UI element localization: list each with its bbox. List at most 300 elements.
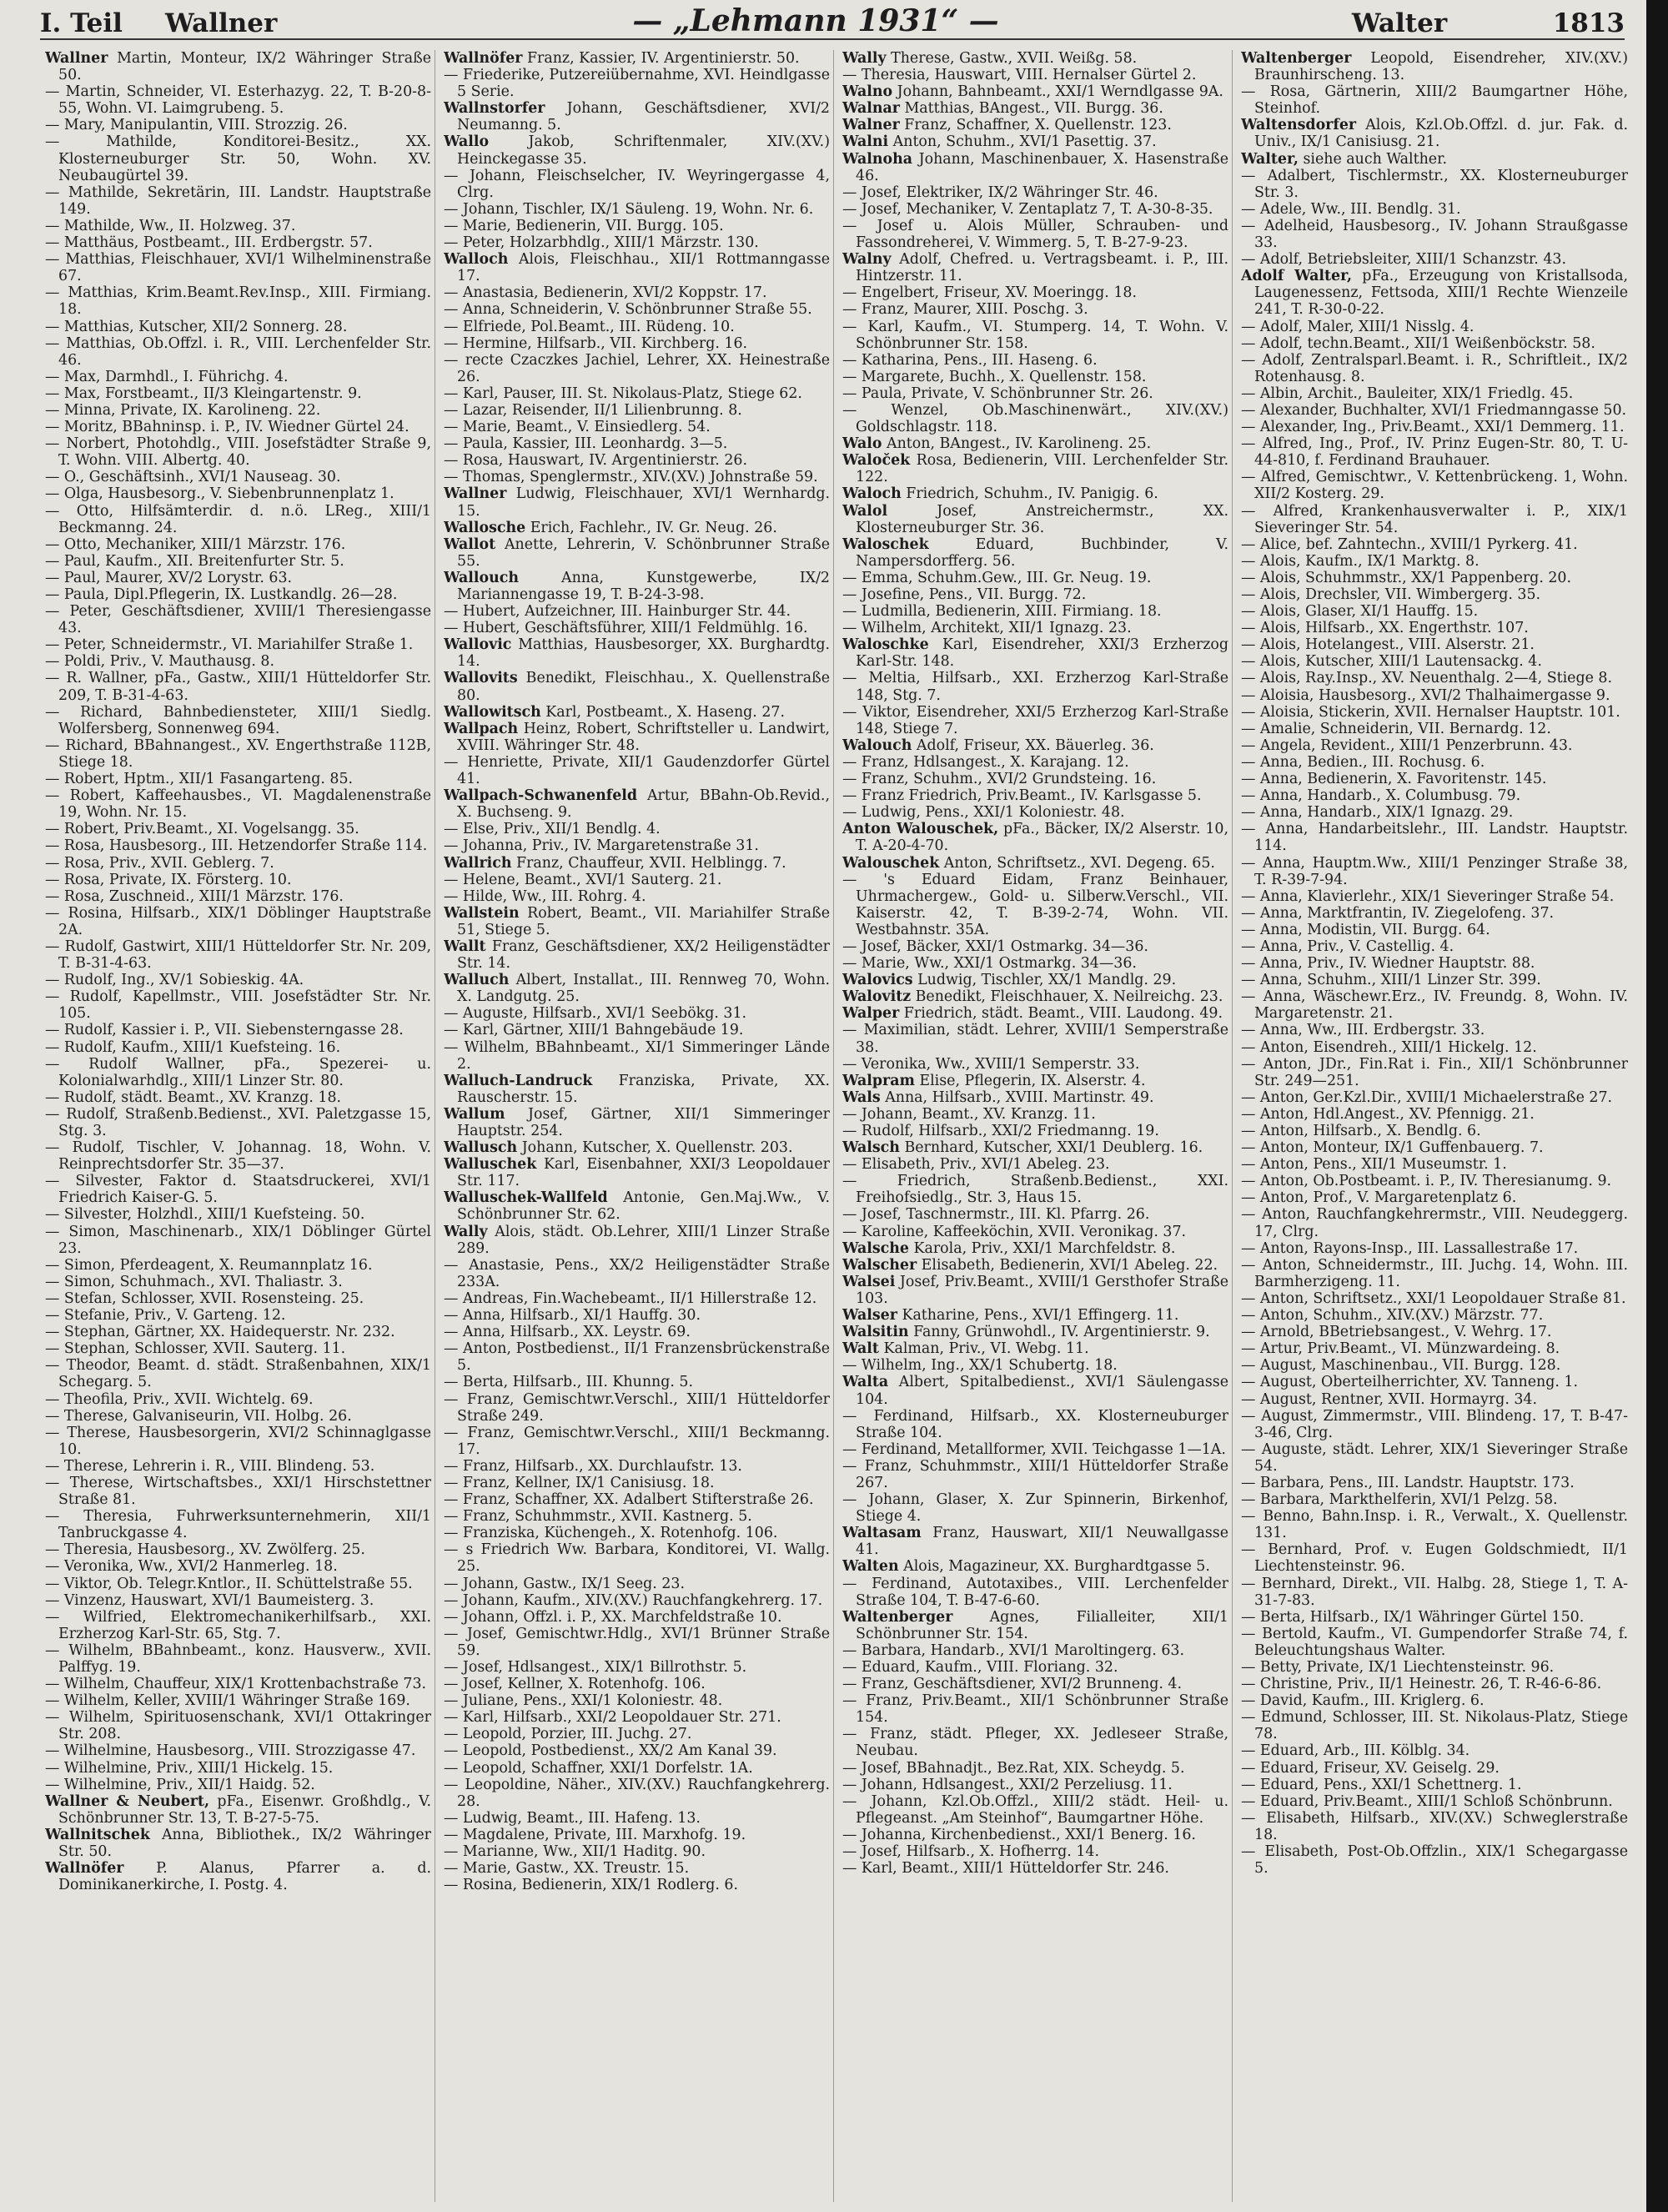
- entry-surname: Wallovic: [444, 636, 512, 654]
- directory-entry: [842, 955, 1228, 972]
- entry-text: — Moritz, BBahninsp. i. P., IV. Wiedner Gürtel 24.: [45, 419, 409, 436]
- directory-entry: [842, 503, 1228, 536]
- directory-entry: [1241, 1626, 1628, 1659]
- directory-entry: [842, 1726, 1228, 1759]
- directory-entry: [444, 520, 830, 536]
- directory-entry: [45, 1676, 431, 1692]
- directory-entry: [1241, 1290, 1628, 1307]
- entry-text: — Adele, Ww., III. Bendlg. 31.: [1241, 200, 1461, 218]
- entry-text: — Mathilde, Ww., II. Holzweg. 37.: [45, 217, 296, 234]
- entry-text: — Aloisia, Stickerin, XVII. Hernalser Hauptstr. 101.: [1241, 703, 1620, 721]
- entry-surname: Walluch-Landruck: [444, 1072, 593, 1089]
- entry-text: Franz, Chauffeur, XVII. Helblingg. 7.: [511, 854, 786, 872]
- entry-text: — Josef, Elektriker, IX/2 Währinger Str. 46.: [842, 183, 1158, 201]
- entry-text: — Rudolf, Ing., XV/1 Sobieskig. 4A.: [45, 972, 304, 989]
- directory-entry: [1241, 1843, 1628, 1877]
- entry-text: — Robert, Kaffeehausbes., VI. Magdalenenstraße 19, Wohn. Nr. 15.: [45, 787, 431, 822]
- entry-surname: Wallowitsch: [444, 703, 541, 721]
- directory-entry: [45, 1558, 431, 1575]
- entry-text: Rosa, Bedienerin, VIII. Lerchenfelder Str. 122.: [856, 452, 1228, 486]
- entry-text: — Johanna, Kirchenbedienst., XXI/1 Benerg. 16.: [842, 1826, 1196, 1843]
- directory-entry: [1241, 1257, 1628, 1290]
- entry-text: — Leopold, Porzier, III. Juchg. 27.: [444, 1726, 692, 1743]
- entry-text: — Mathilde, Konditorei-Besitz., XX. Klosterneuburger Str. 50, Wohn. XV. Neubaugürtel 39.: [45, 133, 431, 184]
- entry-text: — Else, Priv., XII/1 Bendlg. 4.: [444, 821, 661, 838]
- directory-entry: [1241, 268, 1628, 318]
- directory-entry: [1241, 636, 1628, 653]
- entry-text: — Hubert, Geschäftsführer, XIII/1 Feldmühlg. 16.: [444, 620, 808, 637]
- directory-entry: [444, 1541, 830, 1575]
- entry-surname: Walni: [842, 133, 889, 151]
- directory-entry: [45, 737, 431, 771]
- directory-entry: [45, 553, 431, 570]
- entry-text: — Mathilde, Sekretärin, III. Landstr. Hauptstraße 149.: [45, 183, 431, 218]
- entry-surname: Wally: [842, 50, 887, 67]
- entry-text: Karola, Priv., XXI/1 Marchfeldstr. 8.: [908, 1239, 1176, 1257]
- directory-entry: [444, 1860, 830, 1877]
- entry-text: Adolf, Friseur, XX. Bäuerleg. 36.: [912, 736, 1154, 754]
- directory-entry: [842, 1793, 1228, 1827]
- entry-text: — Anna, Wäschewr.Erz., IV. Freundg. 8, Wohn. IV. Margaretenstr. 21.: [1241, 988, 1628, 1023]
- directory-entry: [1241, 553, 1628, 570]
- directory-entry: [842, 1073, 1228, 1089]
- entry-text: Kalman, Priv., VI. Webg. 11.: [878, 1340, 1089, 1358]
- directory-entry: [842, 1022, 1228, 1055]
- entry-text: — Elisabeth, Priv., XVI/1 Abeleg. 23.: [842, 1156, 1110, 1174]
- directory-entry: [45, 402, 431, 419]
- entry-surname: Walner: [842, 117, 900, 134]
- entry-text: — Simon, Maschinenarb., XIX/1 Döblinger Gürtel 23.: [45, 1223, 431, 1257]
- directory-entry: [842, 184, 1228, 201]
- directory-entry: [444, 1425, 830, 1458]
- entry-text: — Eduard, Pens., XXI/1 Schettnerg. 1.: [1241, 1776, 1522, 1793]
- entry-text: — Johann, Glaser, X. Zur Spinnerin, Birkenhof, Stiege 4.: [842, 1491, 1228, 1526]
- directory-entry: [1241, 50, 1628, 83]
- entry-text: — Anna, Hilfsarb., XI/1 Hauffg. 30.: [444, 1307, 701, 1325]
- directory-entry: [842, 352, 1228, 369]
- directory-entry: [444, 1609, 830, 1626]
- directory-entry: [842, 603, 1228, 620]
- directory-entry: [1241, 1056, 1628, 1089]
- entry-text: — Anton, Prof., V. Margaretenplatz 6.: [1241, 1189, 1517, 1207]
- directory-entry: [444, 100, 830, 133]
- entry-text: — Emma, Schuhm.Gew., III. Gr. Neug. 19.: [842, 569, 1152, 586]
- entry-text: — Matthias, Fleischhauer, XVI/1 Wilhelminenstraße 67.: [45, 251, 431, 285]
- directory-entry: [1241, 586, 1628, 603]
- entry-text: Franziska, Private, XX. Rauscherstr. 15.: [457, 1072, 830, 1106]
- entry-surname: Walnar: [842, 100, 900, 118]
- entry-text: — Wenzel, Ob.Maschinenwärt., XIV.(XV.) Goldschlagstr. 118.: [842, 401, 1228, 436]
- directory-entry: [444, 620, 830, 636]
- entry-text: — Mary, Manipulantin, VIII. Strozzig. 26.: [45, 117, 348, 134]
- directory-entry: [45, 1224, 431, 1257]
- entry-text: — Alice, bef. Zahntechn., XVIII/1 Pyrkerg. 41.: [1241, 535, 1578, 553]
- directory-entry: [842, 319, 1228, 352]
- entry-surname: Waloschke: [842, 636, 929, 654]
- entry-text: Ludwig, Tischler, XX/1 Mandlg. 29.: [912, 972, 1177, 989]
- directory-entry: [444, 284, 830, 301]
- entry-text: — Auguste, Hilfsarb., XVI/1 Seebökg. 31.: [444, 1005, 747, 1023]
- directory-entry: [444, 419, 830, 435]
- entry-text: — Therese, Hausbesorgerin, XVI/2 Schinnaglgasse 10.: [45, 1424, 431, 1458]
- entry-text: — Marie, Bedienerin, VII. Burgg. 105.: [444, 217, 724, 234]
- directory-entry: [842, 151, 1228, 184]
- directory-entry: [842, 1206, 1228, 1223]
- entry-text: Benedikt, Fleischhau., X. Quellenstraße 80.: [457, 670, 830, 704]
- directory-entry: [45, 855, 431, 872]
- entry-surname: Wallpach-Schwanenfeld: [444, 787, 638, 805]
- entry-text: — Wilhelm, Chauffeur, XIX/1 Krottenbachstraße 73.: [45, 1676, 427, 1693]
- entry-text: — Alois, Drechsler, VII. Wimbergerg. 35.: [1241, 586, 1541, 603]
- entry-text: — Wilhelm, BBahnbeamt., XI/1 Simmeringer Lände 2.: [444, 1038, 830, 1073]
- entry-text: — Matthias, Krim.Beamt.Rev.Insp., XIII. Firmiang. 18.: [45, 284, 431, 319]
- entry-surname: Wallusch: [444, 1139, 518, 1157]
- directory-entry: [842, 1860, 1228, 1877]
- directory-entry: [1241, 1106, 1628, 1123]
- entry-surname: Wallo: [444, 133, 490, 151]
- directory-entry: [842, 972, 1228, 988]
- entry-text: — Alexander, Buchhalter, XVI/1 Friedmanngasse 50.: [1241, 401, 1627, 419]
- entry-text: Leopold, Eisendreher, XIV.(XV.) Braunhirscheng. 13.: [1254, 50, 1628, 84]
- directory-entry: [842, 67, 1228, 83]
- entry-text: pFa., Erzeugung von Kristallsoda, Laugenessenz, Fettsoda, XIII/1 Rechte Wienzeile 241, T. R-30-0-22.: [1254, 268, 1628, 319]
- directory-entry: [444, 855, 830, 872]
- entry-text: — Theodor, Beamt. d. städt. Straßenbahnen, XIX/1 Schegarg. 5.: [45, 1357, 431, 1391]
- entry-text: — Christine, Priv., II/1 Heinestr. 26, T. R-46-6-86.: [1241, 1676, 1602, 1693]
- directory-entry: [1241, 1307, 1628, 1324]
- directory-entry: [45, 1106, 431, 1139]
- directory-columns: [45, 50, 1634, 2202]
- directory-entry: [1241, 469, 1628, 502]
- entry-text: — Martin, Schneider, VI. Esterhazyg. 22, T. B-20-8-55, Wohn. VI. Laimgrubeng. 5.: [45, 83, 431, 118]
- directory-entry: [444, 1458, 830, 1475]
- entry-surname: Waltenberger: [1241, 50, 1352, 67]
- directory-entry: [45, 1139, 431, 1173]
- directory-entry: [444, 1374, 830, 1390]
- entry-text: Heinz, Robert, Schriftsteller u. Landwirt, XVIII. Währinger Str. 48.: [457, 720, 830, 754]
- entry-text: — Ferdinand, Hilfsarb., XX. Klosterneuburger Straße 104.: [842, 1407, 1228, 1441]
- entry-surname: Adolf Walter,: [1241, 268, 1353, 285]
- directory-entry: [1241, 1609, 1628, 1626]
- entry-text: — David, Kaufm., III. Kriglerg. 6.: [1241, 1692, 1485, 1710]
- directory-entry: [842, 1777, 1228, 1793]
- directory-entry: [1241, 1475, 1628, 1491]
- entry-surname: Wallouch: [444, 569, 519, 586]
- directory-entry: [1241, 1709, 1628, 1742]
- directory-entry: [45, 485, 431, 502]
- entry-text: — August, Rentner, XVII. Hormayrg. 34.: [1241, 1390, 1538, 1408]
- directory-entry: [842, 1692, 1228, 1726]
- entry-text: — Franziska, Küchengeh., X. Rotenhofg. 106.: [444, 1525, 778, 1542]
- directory-entry: [842, 402, 1228, 435]
- first-entry-word: Wallner: [165, 8, 278, 38]
- directory-entry: [444, 50, 830, 67]
- directory-entry: [45, 1274, 431, 1290]
- column-4: [1241, 50, 1631, 2202]
- entry-text: — Anna, Priv., V. Castellig. 4.: [1241, 938, 1454, 955]
- entry-text: — Karl, Pauser, III. St. Nikolaus-Platz, Stiege 62.: [444, 385, 802, 402]
- directory-entry: [1241, 1777, 1628, 1793]
- entry-surname: Walsei: [842, 1273, 896, 1290]
- entry-text: — Alois, Hilfsarb., XX. Engerthstr. 107.: [1241, 620, 1529, 637]
- entry-surname: Walluschek: [444, 1156, 537, 1174]
- entry-text: — Wilhelmine, Hausbesorg., VIII. Strozzigasse 47.: [45, 1742, 416, 1760]
- part-label: I. Teil: [40, 8, 123, 38]
- directory-entry: [45, 1257, 431, 1274]
- directory-entry: [1241, 603, 1628, 620]
- directory-entry: [45, 1793, 431, 1827]
- directory-entry: [842, 1089, 1228, 1106]
- directory-entry: [842, 1441, 1228, 1458]
- directory-entry: [444, 133, 830, 167]
- entry-text: — Rudolf, Kapellmstr., VIII. Josefstädter Str. Nr. 105.: [45, 988, 431, 1023]
- entry-text: Anna, Kunstgewerbe, IX/2 Mariannengasse 19, T. B-24-3-98.: [457, 569, 830, 603]
- directory-entry: [842, 117, 1228, 133]
- entry-surname: Wallnöfer: [444, 50, 523, 67]
- directory-entry: [1241, 1240, 1628, 1257]
- directory-entry: [45, 653, 431, 670]
- entry-text: Matthias, BAngest., VII. Burgg. 36.: [899, 100, 1163, 118]
- entry-text: — Veronika, Ww., XVIII/1 Semperstr. 33.: [842, 1055, 1140, 1073]
- entry-text: — Johanna, Priv., IV. Margaretenstraße 31.: [444, 837, 759, 855]
- directory-entry: [842, 636, 1228, 670]
- directory-entry: [1241, 402, 1628, 419]
- directory-entry: [842, 1760, 1228, 1777]
- directory-entry: [444, 1760, 830, 1777]
- directory-entry: [444, 301, 830, 318]
- directory-entry: [842, 435, 1228, 452]
- column-2: [444, 50, 834, 2202]
- directory-entry: [842, 1274, 1228, 1307]
- entry-text: — Anna, Schuhm., XIII/1 Linzer Str. 399.: [1241, 972, 1541, 989]
- entry-text: — Elfriede, Pol.Beamt., III. Rüdeng. 10.: [444, 318, 735, 335]
- directory-entry: [444, 1659, 830, 1676]
- directory-entry: [444, 704, 830, 721]
- directory-entry: [1241, 201, 1628, 218]
- directory-entry: [1241, 1676, 1628, 1692]
- entry-text: — Therese, Lehrerin i. R., VIII. Blindeng. 53.: [45, 1457, 375, 1475]
- directory-entry: [45, 570, 431, 586]
- directory-entry: [45, 1508, 431, 1541]
- directory-entry: [444, 234, 830, 251]
- directory-entry: [842, 452, 1228, 485]
- directory-entry: [842, 1340, 1228, 1357]
- entry-surname: Walsch: [842, 1139, 900, 1157]
- directory-entry: [444, 402, 830, 419]
- directory-entry: [842, 1374, 1228, 1407]
- entry-text: — Anna, Bedien., III. Rochusg. 6.: [1241, 753, 1485, 771]
- entry-text: Anna, Bibliothek., IX/2 Währinger Str. 50.: [58, 1826, 431, 1861]
- directory-entry: [444, 485, 830, 519]
- directory-entry: [45, 435, 431, 469]
- entry-text: — Anna, Klavierlehr., XIX/1 Sieveringer Straße 54.: [1241, 887, 1615, 905]
- entry-text: Adolf, Chefred. u. Vertragsbeamt. i. P., III. Hintzerstr. 11.: [856, 251, 1228, 285]
- entry-text: — Johann, Hdlsangest., XXI/2 Perzeliusg. 11.: [842, 1776, 1173, 1793]
- directory-entry: [444, 251, 830, 284]
- directory-entry: [444, 67, 830, 100]
- directory-entry: [842, 1257, 1228, 1274]
- directory-entry: [1241, 804, 1628, 821]
- directory-entry: [842, 1843, 1228, 1860]
- entry-text: Anton, Schriftsetz., XVI. Degeng. 65.: [939, 854, 1215, 872]
- directory-entry: [842, 1609, 1228, 1642]
- entry-text: — Paul, Kaufm., XII. Breitenfurter Str. 5.: [45, 552, 344, 570]
- entry-text: — Matthäus, Postbeamt., III. Erdbergstr. 57.: [45, 234, 373, 252]
- entry-text: — Matthias, Kutscher, XII/2 Sonnerg. 28.: [45, 318, 348, 335]
- entry-text: Therese, Gastw., XVII. Weißg. 58.: [886, 50, 1138, 67]
- directory-entry: [842, 1491, 1228, 1525]
- directory-entry: [842, 83, 1228, 100]
- entry-text: — Silvester, Holzhdl., XIII/1 Kuefsteing. 50.: [45, 1206, 365, 1224]
- entry-text: — Viktor, Eisendreher, XXI/5 Erzherzog Karl-Straße 148, Stiege 7.: [842, 703, 1228, 737]
- directory-entry: [1241, 1123, 1628, 1139]
- entry-text: — Wilhelmine, Priv., XII/1 Haidg. 52.: [45, 1776, 315, 1793]
- entry-surname: Walscher: [842, 1256, 917, 1274]
- directory-entry: [45, 1458, 431, 1475]
- entry-surname: Walt: [842, 1340, 879, 1358]
- directory-entry: [444, 1224, 830, 1257]
- entry-text: Agnes, Filialleiter, XII/1 Schönbrunner Str. 154.: [856, 1608, 1228, 1642]
- directory-entry: [444, 837, 830, 854]
- entry-text: — Rudolf, Kaufm., XIII/1 Kuefsteing. 16.: [45, 1038, 341, 1056]
- entry-text: — Rudolf, städt. Beamt., XV. Kranzg. 18.: [45, 1088, 342, 1106]
- entry-text: — Hilde, Ww., III. Rohrg. 4.: [444, 887, 646, 905]
- entry-text: — Rudolf, Kassier i. P., VII. Siebensterngasse 28.: [45, 1022, 404, 1039]
- directory-entry: [842, 1525, 1228, 1558]
- directory-entry: [444, 1676, 830, 1692]
- directory-entry: [45, 888, 431, 905]
- entry-text: — Johann, Fleischselcher, IV. Weyringergasse 4, Clrg.: [444, 167, 830, 201]
- directory-entry: [1241, 1340, 1628, 1357]
- entry-text: — Anastasie, Pens., XX/2 Heiligenstädter Straße 233A.: [444, 1256, 830, 1290]
- entry-text: — Rosa, Hauswart, IV. Argentinierstr. 26.: [444, 452, 747, 470]
- entry-surname: Walloch: [444, 251, 509, 269]
- entry-text: — Eduard, Friseur, XV. Geiselg. 29.: [1241, 1759, 1500, 1777]
- directory-entry: [842, 855, 1228, 872]
- entry-text: — Max, Darmhdl., I. Führichg. 4.: [45, 368, 289, 385]
- entry-surname: Wallt: [444, 938, 486, 955]
- entry-text: — Rosa, Priv., XVII. Geblerg. 7.: [45, 854, 274, 872]
- entry-text: — Franz Friedrich, Priv.Beamt., IV. Karlsgasse 5.: [842, 787, 1202, 805]
- entry-text: — Alois, Ray.Insp., XV. Neuenthalg. 2—4, Stiege 8.: [1241, 670, 1613, 687]
- directory-entry: [842, 1156, 1228, 1173]
- directory-entry: [1241, 1441, 1628, 1475]
- directory-entry: [45, 1692, 431, 1709]
- entry-text: — Lazar, Reisender, II/1 Lilienbrunng. 8.: [444, 401, 742, 419]
- entry-surname: Walny: [842, 251, 892, 269]
- entry-text: — Karl, Hilfsarb., XXI/2 Leopoldauer Str. 271.: [444, 1709, 781, 1727]
- entry-text: — Olga, Hausbesorg., V. Siebenbrunnenplatz 1.: [45, 485, 394, 503]
- entry-text: — Franz, städt. Pfleger, XX. Jedleseer Straße, Neubau.: [842, 1726, 1228, 1760]
- directory-entry: [444, 1290, 830, 1307]
- page-number: 1813: [1552, 8, 1625, 38]
- entry-text: — Anton, Pens., XII/1 Museumstr. 1.: [1241, 1156, 1507, 1174]
- entry-surname: Waltenberger: [842, 1608, 953, 1626]
- entry-text: — Stephan, Gärtner, XX. Haidequerstr. Nr. 232.: [45, 1324, 395, 1341]
- directory-title: — „Lehmann 1931“ —: [632, 3, 999, 38]
- entry-text: — Alfred, Krankenhausverwalter i. P., XIX/1 Sieveringer Str. 54.: [1241, 502, 1628, 536]
- entry-text: Franz, Schaffner, X. Quellenstr. 123.: [899, 117, 1172, 134]
- directory-entry: [444, 1022, 830, 1038]
- entry-text: — Anton, Ger.Kzl.Dir., XVIII/1 Michaelerstraße 27.: [1241, 1088, 1613, 1106]
- entry-text: Johann, Geschäftsdiener, XVI/2 Neumanng. 5.: [457, 100, 830, 134]
- directory-entry: [45, 1357, 431, 1390]
- directory-entry: [45, 1742, 431, 1759]
- directory-entry: [45, 1642, 431, 1676]
- directory-entry: [444, 972, 830, 1005]
- entry-surname: Wallner: [444, 485, 507, 503]
- entry-text: — Johann, Beamt., XV. Kranzg. 11.: [842, 1105, 1096, 1123]
- entry-surname: Walpram: [842, 1072, 915, 1089]
- directory-entry: [444, 636, 830, 670]
- entry-text: — Betty, Private, IX/1 Liechtensteinstr. 96.: [1241, 1659, 1555, 1676]
- directory-entry: [1241, 1793, 1628, 1810]
- directory-entry: [1241, 670, 1628, 686]
- entry-text: — August, Maschinenbau., VII. Burgg. 128.: [1241, 1357, 1561, 1375]
- entry-text: — Adalbert, Tischlermstr., XX. Klosterneuburger Str. 3.: [1241, 167, 1628, 201]
- directory-entry: [1241, 117, 1628, 150]
- directory-entry: [1241, 503, 1628, 536]
- entry-text: — Rosa, Gärtnerin, XIII/2 Baumgartner Höhe, Steinhof.: [1241, 83, 1628, 118]
- entry-text: — Rosa, Hausbesorg., III. Hetzendorfer Straße 114.: [45, 837, 428, 855]
- directory-entry: [1241, 1324, 1628, 1340]
- entry-text: — Elisabeth, Hilfsarb., XIV.(XV.) Schweglerstraße 18.: [1241, 1809, 1628, 1843]
- entry-text: — Richard, BBahnangest., XV. Engerthstraße 112B, Stiege 18.: [45, 736, 431, 771]
- directory-entry: [45, 284, 431, 318]
- directory-entry: [842, 670, 1228, 703]
- directory-entry: [444, 1777, 830, 1810]
- entry-text: — Eduard, Arb., III. Kölblg. 34.: [1241, 1742, 1470, 1760]
- directory-entry: [842, 586, 1228, 603]
- entry-text: — Anna, Hilfsarb., XX. Leystr. 69.: [444, 1324, 691, 1341]
- directory-entry: [842, 938, 1228, 955]
- entry-text: — Friedrich, Straßenb.Bedienst., XXI. Freihofsiedlg., Str. 3, Haus 15.: [842, 1173, 1228, 1207]
- directory-entry: [45, 536, 431, 553]
- directory-entry: [45, 1089, 431, 1106]
- directory-entry: [842, 1173, 1228, 1206]
- directory-entry: [45, 1541, 431, 1558]
- directory-entry: [1241, 1541, 1628, 1575]
- directory-entry: [45, 704, 431, 737]
- entry-text: Karl, Postbeamt., X. Haseng. 27.: [540, 703, 786, 721]
- directory-entry: [444, 469, 830, 485]
- entry-surname: Walsche: [842, 1239, 909, 1257]
- entry-text: — Anastasia, Bedienerin, XVI/2 Koppstr. 17.: [444, 284, 767, 302]
- entry-text: — Bertold, Kaufm., VI. Gumpendorfer Straße 74, f. Beleuchtungshaus Walter.: [1241, 1625, 1628, 1659]
- directory-entry: [842, 620, 1228, 636]
- entry-text: Elise, Pflegerin, IX. Alserstr. 4.: [914, 1072, 1146, 1089]
- directory-entry: [1241, 771, 1628, 787]
- entry-text: Josef, Priv.Beamt., XVIII/1 Gersthofer Straße 103.: [856, 1273, 1228, 1307]
- entry-surname: Wals: [842, 1088, 881, 1106]
- directory-entry: [45, 1307, 431, 1324]
- entry-text: — Alfred, Ing., Prof., IV. Prinz Eugen-Str. 80, T. U-44-810, f. Ferdinand Brauhauer.: [1241, 435, 1628, 470]
- directory-entry: [45, 1039, 431, 1056]
- directory-entry: [1241, 653, 1628, 670]
- directory-entry: [444, 1189, 830, 1223]
- directory-entry: [1241, 687, 1628, 704]
- directory-entry: [842, 872, 1228, 938]
- entry-text: — Norbert, Photohdlg., VIII. Josefstädter Straße 9, T. Wohn. VIII. Albertg. 40.: [45, 435, 431, 470]
- entry-text: Anette, Lehrerin, V. Schönbrunner Straße 55.: [457, 535, 830, 570]
- directory-entry: [1241, 1692, 1628, 1709]
- entry-text: — Johann, Kzl.Ob.Offzl., XIII/2 städt. Heil- u. Pflegeanst. „Am Steinhof“, Baumgartner Höhe.: [842, 1792, 1228, 1827]
- directory-entry: [1241, 721, 1628, 737]
- directory-entry: [444, 1827, 830, 1843]
- directory-entry: [842, 988, 1228, 1005]
- entry-text: — Alois, Hotelangest., VIII. Alserstr. 21.: [1241, 636, 1535, 654]
- directory-entry: [1241, 251, 1628, 268]
